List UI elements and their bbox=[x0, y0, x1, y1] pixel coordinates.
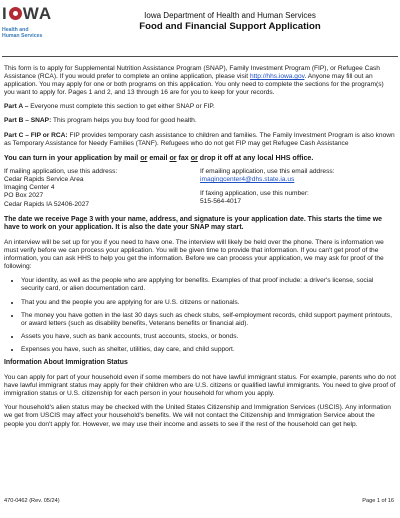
immigration-paragraph-2: Your household's alien status may be checked with the United States Citizenship and Immigration Services (USCIS). Any information we get from USCIS may affect your household's benefits. We will not contact the Citizenship and Immigration Service about the people you don't apply for. However, we may use their income and assets to see if the rest of the household can get help. bbox=[4, 404, 391, 428]
logo-o-mark bbox=[9, 7, 22, 20]
immigration-paragraph-1: You can apply for part of your household even if some members do not have lawful immigrant status. For example, parents who do not have lawful immigrant status may apply for their children who are U.S. citizens or qualified lawful immigrants. You need to give proof of immigration status or U.S. citizenship for each person in your household for whom you apply. bbox=[4, 374, 396, 398]
page-content bbox=[4, 65, 396, 435]
mail-line: PO Box 2027 bbox=[4, 192, 44, 200]
agency-name: Iowa Department of Health and Human Services bbox=[144, 11, 316, 20]
email-label: If emailing application, use this email address: bbox=[200, 167, 335, 175]
turn-in-heading bbox=[4, 154, 396, 163]
intro-text-cont: . Anyone may fill out an application. You may apply for one or both programs on this application. You only need to complete the sections for the program(s) you want to apply for. Pages 1 and 2, and 13 through 16 are for you to keep for your records. bbox=[4, 73, 384, 97]
part-c-text: FIP provides temporary cash assistance to children and families. The Family Investment Program is also known as Temporary Assistance for Needy Families (TANF). Refugees who do not get FIP may get Refugee Cash Assistance bbox=[4, 131, 395, 147]
part-a bbox=[4, 103, 396, 111]
turn-in-or: or bbox=[140, 153, 148, 162]
header-divider bbox=[2, 56, 398, 57]
logo-wordmark: I WA bbox=[2, 4, 53, 23]
part-b-label: Part B – SNAP: bbox=[4, 117, 52, 125]
intro-text: This form is to apply for Supplemental Nutrition Assistance Program (SNAP), Family Investment Program (FIP), or Refugee Cash Assistance (RCA). If you would prefer to complete an online application, please visit bbox=[4, 65, 380, 81]
part-b-text: This program helps you buy food for good health. bbox=[51, 117, 197, 125]
email-fax-block bbox=[200, 168, 396, 209]
fax-label: If faxing application, use this number: bbox=[200, 190, 309, 198]
mail-line: Cedar Rapids Service Area bbox=[4, 175, 84, 183]
turn-in-or: or bbox=[169, 153, 177, 162]
iowa-hhs-logo bbox=[2, 5, 72, 47]
proof-list-item: • Assets you have, such as bank accounts, trust accounts, stocks, or bonds. bbox=[21, 333, 396, 341]
logo-subtitle-line: Human Services bbox=[2, 33, 43, 40]
mail-address-block bbox=[4, 168, 200, 209]
hhs-website-link[interactable]: http://hhs.iowa.gov bbox=[249, 73, 305, 81]
immigration-heading: Information About Immigration Status bbox=[4, 358, 128, 366]
part-c bbox=[4, 132, 396, 148]
logo-subtitle-line: Health and bbox=[2, 27, 29, 33]
turn-in-text: You can turn in your application by mail bbox=[4, 153, 141, 162]
proof-list-item: • Your identity, as well as the people who are applying for benefits. Examples of that proof include: a driver's license, social security card, or alien documentation card. bbox=[21, 277, 396, 293]
mail-label: If mailing application, use this address: bbox=[4, 167, 118, 175]
part-b bbox=[4, 117, 396, 125]
turn-in-text: email bbox=[147, 153, 170, 162]
form-number: 470-0462 (Rev. 05/24) bbox=[4, 498, 60, 504]
intro-paragraph bbox=[4, 65, 396, 97]
turn-in-text: drop it off at any local HHS office. bbox=[197, 153, 314, 162]
page-number: Page 1 of 16 bbox=[362, 498, 394, 504]
mail-line: Cedar Rapids IA 52406-2027 bbox=[4, 200, 90, 208]
proof-list-item: • The money you have gotten in the last 30 days such as check stubs, self-employment records, child support payment printouts, or award letters (such as disability benefits, Veterans benefits or financial aid). bbox=[21, 312, 396, 328]
form-title: Food and Financial Support Application bbox=[139, 21, 321, 32]
logo-subtitle bbox=[2, 27, 42, 39]
submission-addresses bbox=[4, 168, 396, 209]
email-address-link[interactable]: imagingcenter4@dhs.state.ia.us bbox=[200, 175, 295, 183]
mail-line: Imaging Center 4 bbox=[4, 184, 55, 192]
turn-in-or: or bbox=[190, 153, 198, 162]
proof-list-item: • That you and the people you are applying for are U.S. citizens or nationals. bbox=[21, 299, 396, 307]
turn-in-text: fax bbox=[176, 153, 191, 162]
proof-list-item: • Expenses you have, such as shelter, utilities, day care, and child support. bbox=[21, 346, 396, 354]
proof-list bbox=[4, 277, 396, 354]
interview-paragraph: An interview will be set up for you if you need to have one. The interview will likely be held over the phone. There is information we must verify before we can process your application. You will be given time to provide that information. If you can't get proof of the information, you can ask HHS to help you get the information. Before we can process your application, we may ask for proof of the following: bbox=[4, 238, 384, 271]
application-date-statement: The date we receive Page 3 with your name, address, and signature is your application date. This starts the time we have to work on your application. It is also the date your SNAP may start. bbox=[4, 215, 382, 232]
part-a-text: Everyone must complete this section to get either SNAP or FIP. bbox=[28, 103, 215, 111]
fax-number: 515-564-4017 bbox=[200, 198, 242, 206]
part-a-label: Part A – bbox=[4, 103, 29, 111]
part-c-label: Part C – FIP or RCA: bbox=[4, 131, 68, 139]
